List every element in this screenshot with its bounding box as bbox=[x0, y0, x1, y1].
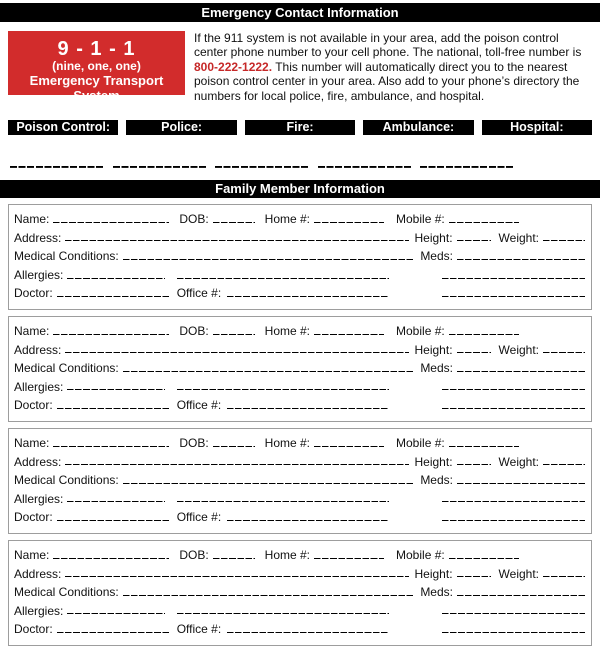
allergies-label: Allergies: bbox=[14, 603, 64, 618]
meds-blank-line bbox=[457, 250, 585, 260]
contact-blanks-row bbox=[10, 160, 514, 166]
weight-label: Weight: bbox=[498, 454, 539, 469]
member-row-medical bbox=[14, 247, 585, 266]
name-label: Name: bbox=[14, 435, 50, 450]
doctor-label: Doctor: bbox=[14, 398, 53, 413]
contact-labels-row bbox=[8, 120, 592, 135]
member-row-medical bbox=[14, 471, 585, 490]
height-label: Height: bbox=[414, 454, 453, 469]
medical-conditions-blank-line bbox=[123, 250, 415, 260]
poison-control-blank-line bbox=[10, 160, 104, 168]
member-row-address bbox=[14, 453, 585, 472]
height-label: Height: bbox=[414, 566, 453, 581]
member-row-address bbox=[14, 565, 585, 584]
weight-label: Weight: bbox=[498, 342, 539, 357]
member-row-name bbox=[14, 322, 519, 341]
dob-label: DOB: bbox=[179, 324, 209, 338]
member-row-name bbox=[14, 434, 519, 453]
hospital-blank-line bbox=[420, 160, 514, 168]
meds-continuation-blank-line bbox=[442, 269, 585, 279]
office-number-label: Office #: bbox=[176, 286, 222, 301]
member-row-medical bbox=[14, 359, 585, 378]
member-row-allergies bbox=[14, 266, 585, 285]
mobile-number-label: Mobile #: bbox=[396, 435, 445, 450]
address-blank-line bbox=[65, 344, 408, 354]
meds-blank-line bbox=[457, 362, 585, 372]
member-row-allergies bbox=[14, 490, 585, 509]
address-label: Address: bbox=[14, 454, 62, 469]
member-row-name bbox=[14, 210, 519, 229]
contact-label-fire: Fire: bbox=[245, 120, 355, 135]
height-blank-line bbox=[457, 344, 491, 354]
office-number-label: Office #: bbox=[176, 510, 222, 525]
allergies-blank-line bbox=[67, 381, 165, 391]
mobile-number-blank-line bbox=[449, 325, 519, 335]
meds-label: Meds: bbox=[420, 473, 453, 488]
name-blank-line bbox=[53, 325, 169, 335]
office-number-label: Office #: bbox=[176, 622, 222, 637]
weight-label: Weight: bbox=[498, 566, 539, 581]
mobile-number-label: Mobile #: bbox=[396, 212, 445, 227]
address-label: Address: bbox=[14, 342, 62, 357]
family-member-list bbox=[0, 204, 600, 646]
family-member-card bbox=[8, 540, 592, 646]
badge-911-number: 9 - 1 - 1 bbox=[57, 38, 136, 60]
ambulance-blank-line bbox=[318, 160, 412, 168]
allergies-blank-line bbox=[67, 269, 165, 279]
doctor-label: Doctor: bbox=[14, 510, 53, 525]
doctor-label: Doctor: bbox=[14, 622, 53, 637]
meds-continuation-blank-line bbox=[442, 511, 585, 521]
family-member-card bbox=[8, 316, 592, 422]
doctor-label: Doctor: bbox=[14, 286, 53, 301]
meds-continuation-blank-line bbox=[442, 623, 585, 633]
mobile-number-blank-line bbox=[449, 213, 519, 223]
medical-conditions-blank-line bbox=[123, 474, 415, 484]
home-number-blank-line bbox=[314, 213, 384, 223]
office-number-blank-line bbox=[227, 399, 389, 409]
member-row-medical bbox=[14, 583, 585, 602]
mobile-number-label: Mobile #: bbox=[396, 324, 445, 338]
dob-blank-line bbox=[213, 437, 255, 447]
dob-label: DOB: bbox=[179, 212, 209, 227]
home-number-label: Home #: bbox=[264, 547, 311, 562]
contact-label-ambulance: Ambulance: bbox=[363, 120, 473, 135]
member-row-address bbox=[14, 341, 585, 360]
family-member-header: Family Member Information bbox=[0, 180, 600, 198]
office-number-blank-line bbox=[227, 623, 389, 633]
allergies-label: Allergies: bbox=[14, 267, 64, 282]
badge-subtitle: Emergency Transport System bbox=[29, 73, 164, 103]
weight-blank-line bbox=[543, 456, 585, 466]
meds-continuation-blank-line bbox=[442, 493, 585, 503]
family-member-card bbox=[8, 428, 592, 534]
poison-control-phone: 800-222-1222. bbox=[194, 59, 273, 74]
medical-conditions-label: Medical Conditions: bbox=[14, 585, 119, 600]
name-label: Name: bbox=[14, 324, 50, 338]
meds-label: Meds: bbox=[420, 249, 453, 264]
weight-blank-line bbox=[543, 232, 585, 242]
office-number-blank-line bbox=[227, 511, 389, 521]
name-blank-line bbox=[53, 549, 169, 559]
member-row-doctor bbox=[14, 620, 585, 639]
height-label: Height: bbox=[414, 342, 453, 357]
name-blank-line bbox=[53, 437, 169, 447]
meds-blank-line bbox=[457, 474, 585, 484]
mobile-number-blank-line bbox=[449, 549, 519, 559]
medical-conditions-label: Medical Conditions: bbox=[14, 361, 119, 376]
allergies-continuation-blank-line bbox=[177, 269, 389, 279]
name-label: Name: bbox=[14, 212, 50, 227]
meds-continuation-blank-line bbox=[442, 399, 585, 409]
emergency-contact-header: Emergency Contact Information bbox=[0, 3, 600, 22]
dob-blank-line bbox=[213, 325, 255, 335]
height-label: Height: bbox=[414, 230, 453, 245]
address-label: Address: bbox=[14, 566, 62, 581]
weight-blank-line bbox=[543, 344, 585, 354]
medical-conditions-blank-line bbox=[123, 586, 415, 596]
contact-label-police: Police: bbox=[126, 120, 236, 135]
member-row-allergies bbox=[14, 602, 585, 621]
badge-911-words: (nine, one, one) bbox=[52, 59, 141, 73]
height-blank-line bbox=[457, 232, 491, 242]
doctor-blank-line bbox=[57, 511, 169, 521]
allergies-blank-line bbox=[67, 493, 165, 503]
mobile-number-label: Mobile #: bbox=[396, 547, 445, 562]
police-blank-line bbox=[113, 160, 207, 168]
dob-label: DOB: bbox=[179, 547, 209, 562]
allergies-label: Allergies: bbox=[14, 379, 64, 394]
height-blank-line bbox=[457, 456, 491, 466]
name-blank-line bbox=[53, 213, 169, 223]
dob-label: DOB: bbox=[179, 435, 209, 450]
intro-section bbox=[8, 31, 592, 103]
address-blank-line bbox=[65, 232, 408, 242]
member-row-allergies bbox=[14, 378, 585, 397]
doctor-blank-line bbox=[57, 623, 169, 633]
meds-continuation-blank-line bbox=[442, 381, 585, 391]
medical-conditions-label: Medical Conditions: bbox=[14, 473, 119, 488]
name-label: Name: bbox=[14, 547, 50, 562]
office-number-label: Office #: bbox=[176, 398, 222, 413]
meds-continuation-blank-line bbox=[442, 287, 585, 297]
dob-blank-line bbox=[213, 213, 255, 223]
doctor-blank-line bbox=[57, 287, 169, 297]
home-number-label: Home #: bbox=[264, 212, 311, 227]
weight-label: Weight: bbox=[498, 230, 539, 245]
poison-control-paragraph bbox=[194, 31, 592, 103]
weight-blank-line bbox=[543, 568, 585, 578]
member-row-doctor bbox=[14, 508, 585, 527]
address-blank-line bbox=[65, 568, 408, 578]
allergies-label: Allergies: bbox=[14, 491, 64, 506]
meds-blank-line bbox=[457, 586, 585, 596]
emergency-911-badge bbox=[8, 31, 185, 103]
meds-label: Meds: bbox=[420, 361, 453, 376]
home-number-label: Home #: bbox=[264, 435, 311, 450]
medical-conditions-label: Medical Conditions: bbox=[14, 249, 119, 264]
home-number-blank-line bbox=[314, 325, 384, 335]
contact-label-hospital: Hospital: bbox=[482, 120, 592, 135]
office-number-blank-line bbox=[227, 287, 389, 297]
paragraph-text-after: This number will automatically direct you to the nearest poison control center in your area. Also add to your phone’s directory the numbers for local police, fire, ambulance, and hospital. bbox=[194, 59, 580, 103]
home-number-label: Home #: bbox=[264, 324, 311, 338]
dob-blank-line bbox=[213, 549, 255, 559]
medical-conditions-blank-line bbox=[123, 362, 415, 372]
home-number-blank-line bbox=[314, 437, 384, 447]
fire-blank-line bbox=[215, 160, 309, 168]
contact-label-poison-control: Poison Control: bbox=[8, 120, 118, 135]
address-label: Address: bbox=[14, 230, 62, 245]
allergies-blank-line bbox=[67, 605, 165, 615]
member-row-address bbox=[14, 229, 585, 248]
meds-label: Meds: bbox=[420, 585, 453, 600]
member-row-doctor bbox=[14, 284, 585, 303]
mobile-number-blank-line bbox=[449, 437, 519, 447]
member-row-doctor bbox=[14, 396, 585, 415]
family-member-card bbox=[8, 204, 592, 310]
meds-continuation-blank-line bbox=[442, 605, 585, 615]
paragraph-text-before: If the 911 system is not available in your area, add the poison control center phone number to your cell phone. The national, toll-free number is bbox=[194, 31, 582, 60]
home-number-blank-line bbox=[314, 549, 384, 559]
address-blank-line bbox=[65, 456, 408, 466]
allergies-continuation-blank-line bbox=[177, 493, 389, 503]
height-blank-line bbox=[457, 568, 491, 578]
member-row-name bbox=[14, 546, 519, 565]
doctor-blank-line bbox=[57, 399, 169, 409]
allergies-continuation-blank-line bbox=[177, 605, 389, 615]
allergies-continuation-blank-line bbox=[177, 381, 389, 391]
